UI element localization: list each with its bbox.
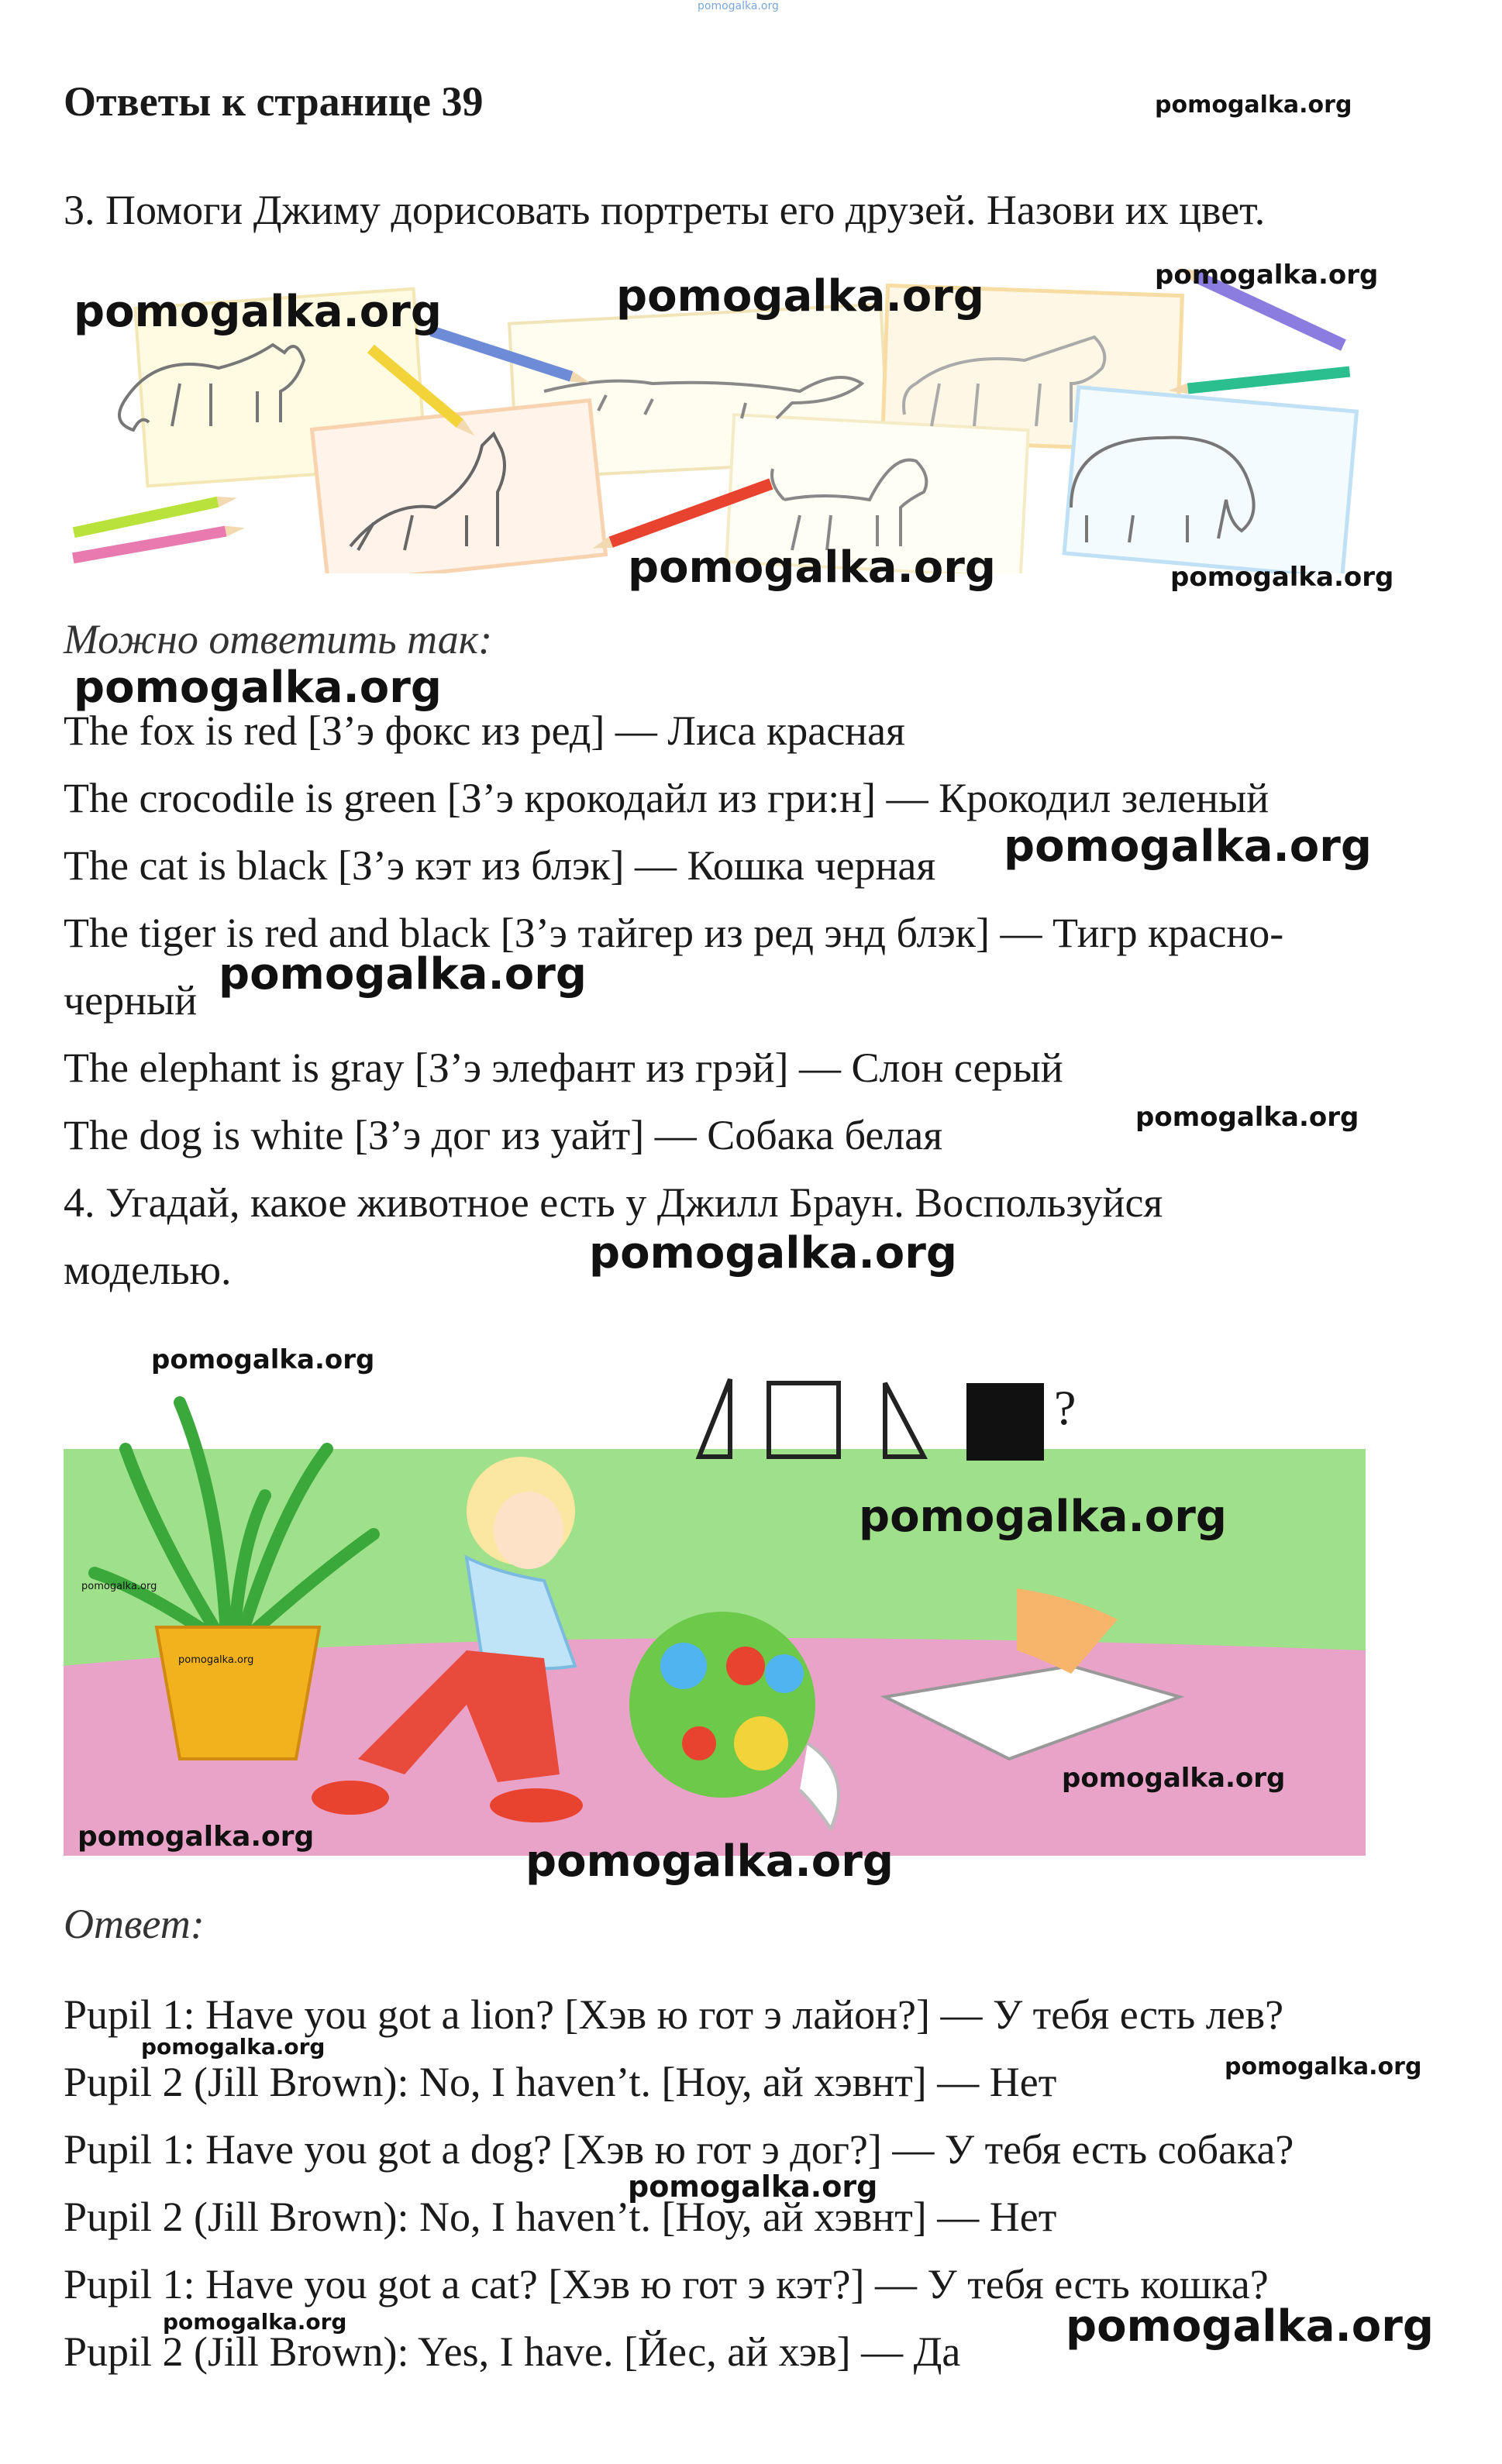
watermark: pomogalka.org bbox=[178, 1654, 254, 1666]
watermark: pomogalka.org bbox=[1062, 1763, 1286, 1794]
watermark: pomogalka.org bbox=[525, 1836, 894, 1887]
watermark: pomogalka.org bbox=[1135, 1102, 1359, 1133]
watermark: pomogalka.org bbox=[81, 1581, 157, 1592]
black-square-shape bbox=[966, 1383, 1044, 1461]
task4-prompt: 4. Угадай, какое животное есть у Джилл Браун. Воспользуйся bbox=[64, 1179, 1163, 1226]
watermark: pomogalka.org bbox=[151, 1344, 375, 1375]
watermark: pomogalka.org bbox=[616, 271, 984, 322]
watermark: pomogalka.org bbox=[78, 1821, 315, 1853]
watermark: pomogalka.org bbox=[1155, 260, 1379, 291]
watermark: pomogalka.org bbox=[141, 2034, 326, 2060]
watermark: pomogalka.org bbox=[1066, 2301, 1434, 2352]
triangle-shape bbox=[699, 1379, 730, 1457]
watermark: pomogalka.org bbox=[1170, 562, 1394, 593]
dialogue-line: Pupil 2 (Jill Brown): No, I haven’t. [Ноу, ай хэвнт] — Нет bbox=[64, 2194, 1057, 2240]
dialogue-line: Pupil 2 (Jill Brown): Yes, I have. [Йес, ай хэв] — Да bbox=[64, 2328, 961, 2375]
watermark: pomogalka.org bbox=[1225, 2053, 1422, 2080]
answer-intro-4: Ответ: bbox=[64, 1901, 205, 1947]
dialogue-line: Pupil 1: Have you got a dog? [Хэв ю гот э дог?] — У тебя есть собака? bbox=[64, 2126, 1294, 2173]
watermark: pomogalka.org bbox=[628, 542, 996, 593]
watermark: pomogalka.org bbox=[589, 1228, 957, 1278]
answer-line: The crocodile is green [З’э крокодайл из гри:н] — Крокодил зеленый bbox=[64, 775, 1269, 821]
answer-line: The cat is black [З’э кэт из блэк] — Кошка черная bbox=[64, 842, 936, 889]
watermark: pomogalka.org bbox=[859, 1492, 1227, 1542]
task3-prompt: 3. Помоги Джиму дорисовать портреты его друзей. Назови их цвет. bbox=[64, 187, 1266, 233]
watermark: pomogalka.org bbox=[219, 949, 587, 1000]
top-watermark: pomogalka.org bbox=[698, 0, 779, 12]
dialogue-line: Pupil 1: Have you got a lion? [Хэв ю гот э лайон?] — У тебя есть лев? bbox=[64, 1991, 1284, 2038]
answer-line: The fox is red [З’э фокс из ред] — Лиса красная bbox=[64, 707, 905, 754]
watermark: pomogalka.org bbox=[1155, 91, 1352, 119]
watermark: pomogalka.org bbox=[1004, 821, 1372, 872]
watermark: pomogalka.org bbox=[163, 2309, 347, 2335]
task4-prompt-cont: моделью. bbox=[64, 1247, 232, 1293]
answer-line: The tiger is red and black [З’э тайгер из ред энд блэк] — Тигр красно- bbox=[64, 910, 1284, 956]
watermark: pomogalka.org bbox=[628, 2170, 878, 2204]
answer-line: The elephant is gray [З’э элефант из грэй] — Слон серый bbox=[64, 1044, 1063, 1091]
watermark: pomogalka.org bbox=[74, 287, 442, 337]
answer-intro-3: Можно ответить так: bbox=[64, 616, 493, 662]
dialogue-line: Pupil 1: Have you got a cat? [Хэв ю гот э кэт?] — У тебя есть кошка? bbox=[64, 2261, 1269, 2307]
right-triangle-shape bbox=[885, 1383, 924, 1457]
dialogue-line: Pupil 2 (Jill Brown): No, I haven’t. [Ноу, ай хэвнт] — Нет bbox=[64, 2059, 1057, 2105]
question-mark: ? bbox=[1054, 1380, 1077, 1435]
answer-line: черный bbox=[64, 977, 198, 1024]
answer-line: The dog is white [З’э дог из уайт] — Собака белая bbox=[64, 1112, 943, 1158]
page-title: Ответы к странице 39 bbox=[64, 78, 484, 125]
watermark: pomogalka.org bbox=[74, 662, 442, 713]
square-shape bbox=[769, 1383, 839, 1457]
